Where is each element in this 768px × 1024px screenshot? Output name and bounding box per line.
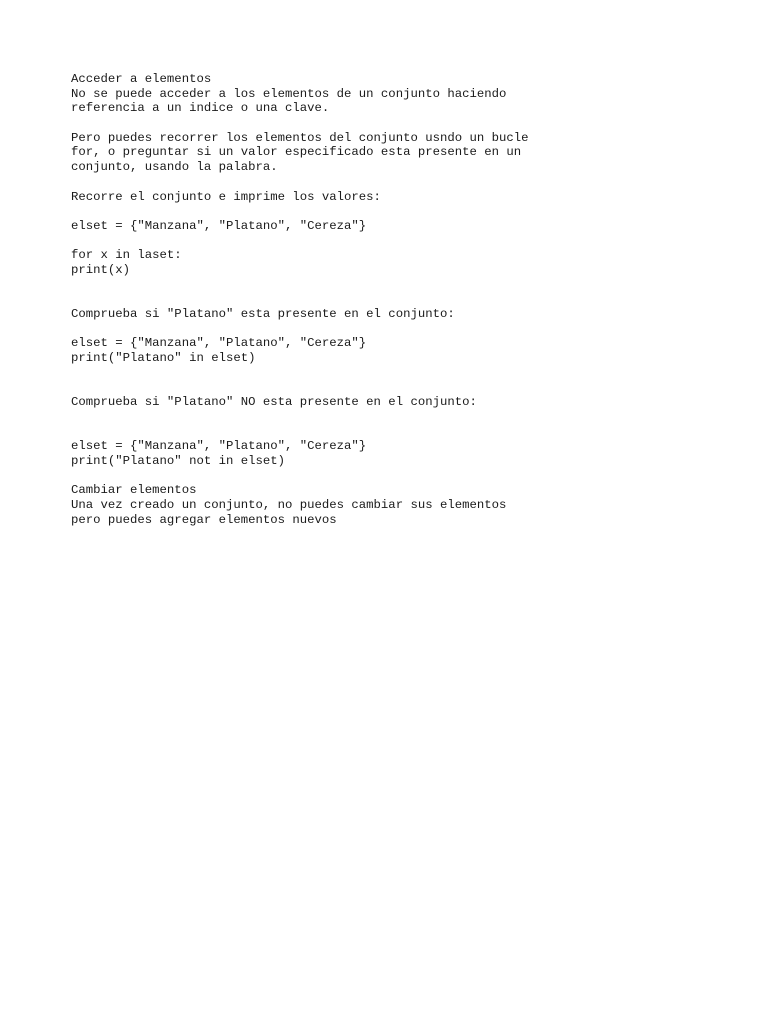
blank-line — [71, 425, 711, 440]
blank-line — [71, 278, 711, 293]
text-line: Comprueba si "Platano" NO esta presente en el conjunto: — [71, 395, 477, 410]
blank-line — [71, 380, 711, 395]
code-line: elset = {"Manzana", "Platano", "Cereza"} — [71, 439, 367, 454]
code-line: elset = {"Manzana", "Platano", "Cereza"} — [71, 218, 367, 233]
blank-line — [71, 292, 711, 307]
code-line: elset = {"Manzana", "Platano", "Cereza"} — [71, 336, 367, 351]
text-line: No se puede acceder a los elementos de un conjunto haciendo — [71, 86, 507, 101]
blank-line — [71, 175, 711, 190]
blank-line — [71, 322, 711, 337]
blank-line — [71, 366, 711, 381]
text-line: referencia a un indice o una clave. — [71, 101, 330, 116]
text-line: Comprueba si "Platano" esta presente en el conjunto: — [71, 307, 455, 321]
blank-line — [71, 116, 711, 131]
text-line: Una vez creado un conjunto, no puedes cambiar sus elementos — [71, 497, 507, 512]
blank-line — [71, 234, 711, 249]
blank-line — [71, 469, 711, 484]
blank-line — [71, 204, 711, 219]
text-line: Recorre el conjunto e imprime los valores: — [71, 189, 381, 204]
code-line: for x in laset: — [71, 248, 182, 263]
document-page — [71, 72, 711, 527]
heading-cambiar: Cambiar elementos — [71, 483, 197, 498]
code-line: print("Platano" not in elset) — [71, 453, 286, 468]
text-line: pero puedes agregar elementos nuevos — [71, 512, 337, 527]
code-line: print("Platano" in elset) — [71, 351, 256, 366]
blank-line — [71, 410, 711, 425]
heading-acceder: Acceder a elementos — [71, 72, 212, 86]
text-line: for, o preguntar si un valor especificado esta presente en un — [71, 145, 522, 160]
text-line: conjunto, usando la palabra. — [71, 160, 278, 175]
text-line: Pero puedes recorrer los elementos del conjunto usndo un bucle — [71, 130, 529, 145]
code-line: print(x) — [71, 262, 131, 277]
